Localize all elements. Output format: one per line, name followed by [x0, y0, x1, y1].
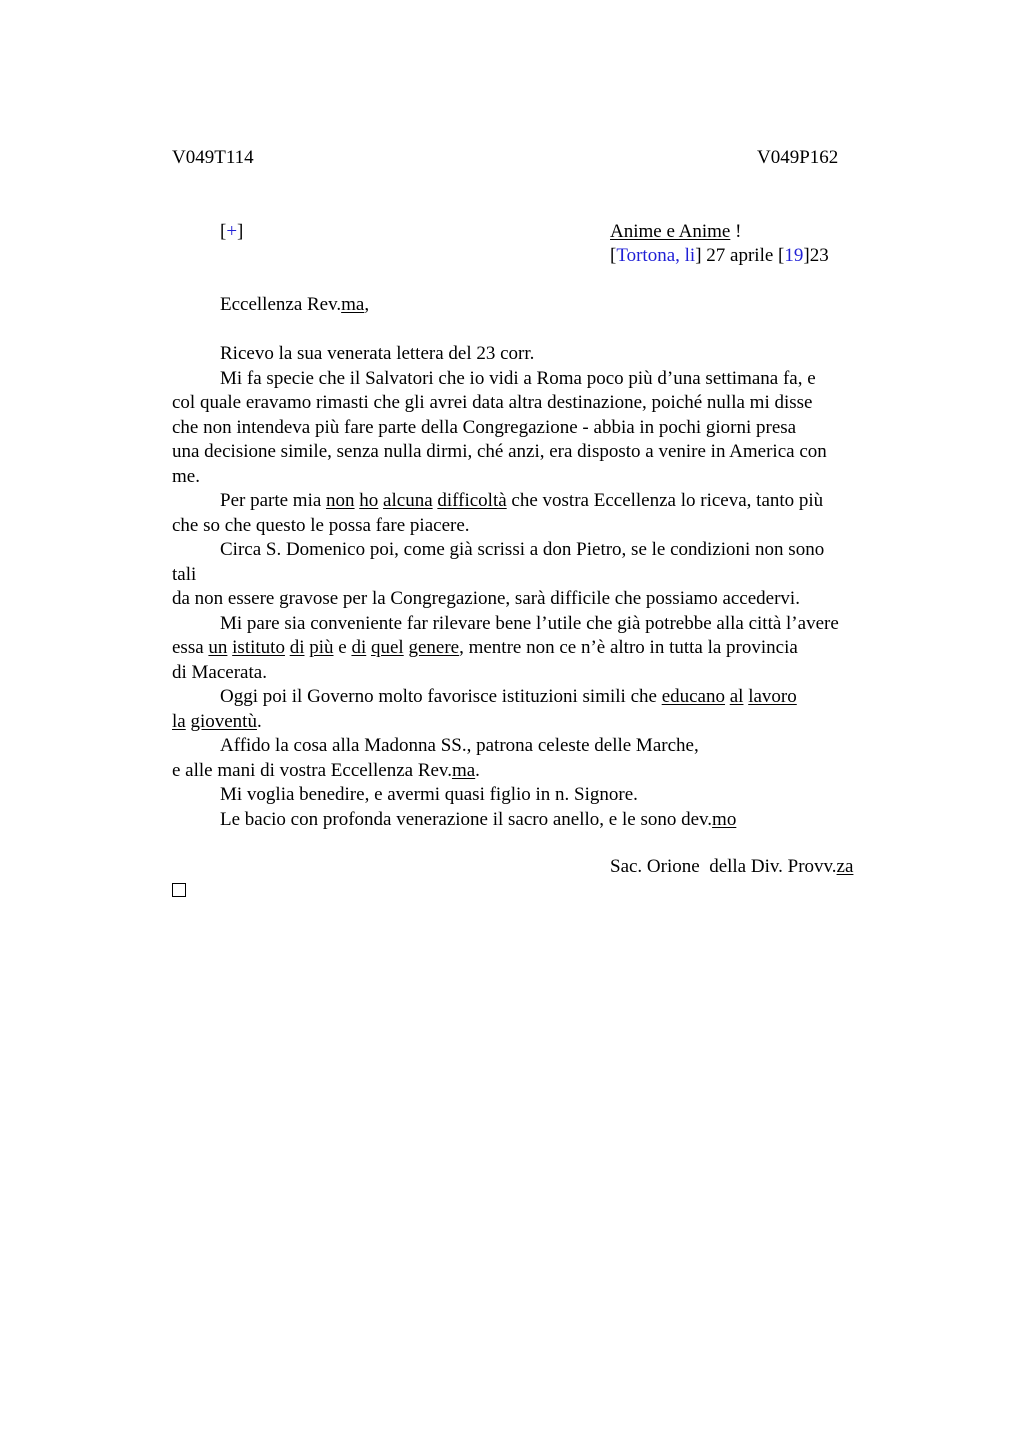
paragraph-line: Oggi poi il Governo molto favorisce istituzioni simili che educano al lavoro	[220, 686, 797, 707]
page-code-right: V049P162	[757, 147, 839, 168]
paragraph-line: e alle mani di vostra Eccellenza Rev.ma.	[172, 759, 480, 781]
paragraph-line: Le bacio con profonda venerazione il sacro anello, e le sono dev.mo	[220, 808, 737, 830]
paragraph-line: Mi fa specie che il Salvatori che io vidi a Roma poco più d’una settimana fa, e	[220, 367, 816, 389]
paragraph-line: che so che questo le possa fare piacere.	[172, 514, 470, 536]
end-box-icon	[172, 883, 186, 897]
paragraph-line: me.	[172, 465, 200, 487]
paragraph-line: tali	[172, 563, 197, 585]
salutation: Eccellenza Rev.ma,	[220, 294, 370, 315]
place-date: [Tortona, li] 27 aprile [19]23	[610, 245, 829, 266]
paragraph-line: di Macerata.	[172, 661, 267, 683]
document-code-left: V049T114	[172, 147, 254, 168]
paragraph-line: una decisione simile, senza nulla dirmi, ché anzi, era disposto a venire in America con	[172, 441, 827, 462]
paragraph-line: che non intendeva più fare parte della Congregazione - abbia in pochi giorni presa	[172, 416, 797, 438]
motto: Anime e Anime !	[610, 221, 742, 242]
paragraph-line: da non essere gravose per la Congregazione, sarà difficile che possiamo accedervi.	[172, 588, 800, 609]
paragraph-line: la gioventù.	[172, 710, 262, 732]
letter-body	[172, 342, 902, 832]
signature: Sac. Orione della Div. Provv.za	[610, 856, 854, 877]
paragraph-line: Mi pare sia conveniente far rilevare bene l’utile che già potrebbe alla città l’avere	[220, 612, 839, 634]
cross-mark: [+]	[220, 221, 244, 242]
paragraph-line: Mi voglia benedire, e avermi quasi figlio in n. Signore.	[220, 784, 638, 805]
paragraph-line: col quale eravamo rimasti che gli avrei data altra destinazione, poiché nulla mi disse	[172, 392, 813, 413]
paragraph-line: Affido la cosa alla Madonna SS., patrona celeste delle Marche,	[220, 735, 699, 756]
paragraph: Ricevo la sua venerata lettera del 23 corr.	[220, 343, 535, 364]
paragraph-line: Circa S. Domenico poi, come già scrissi a don Pietro, se le condizioni non sono	[220, 539, 825, 560]
paragraph-line: essa un istituto di più e di quel genere, mentre non ce n’è altro in tutta la provincia	[172, 637, 798, 658]
cross-icon: +	[226, 221, 238, 242]
paragraph-line: Per parte mia non ho alcuna difficoltà che vostra Eccellenza lo riceva, tanto più	[220, 490, 824, 511]
